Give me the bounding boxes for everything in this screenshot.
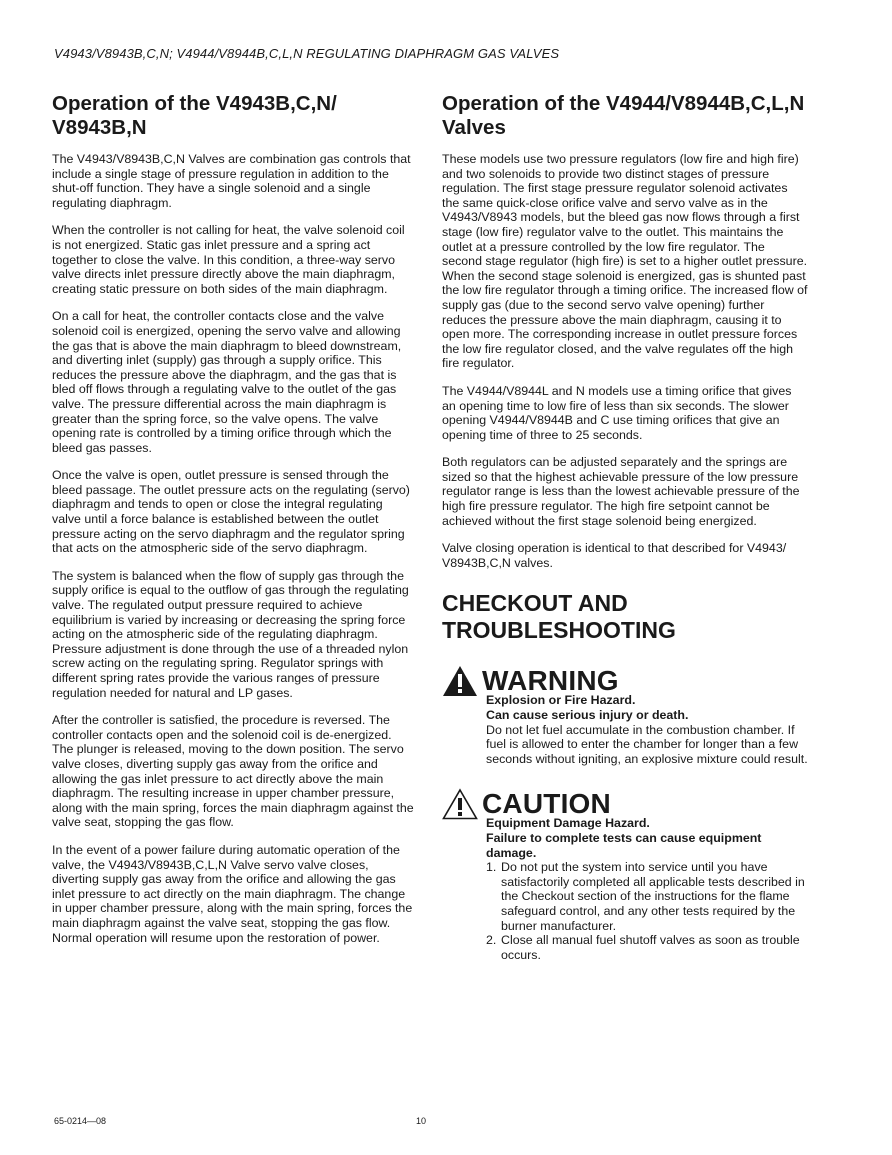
list-item (486, 933, 808, 962)
caution-consequence: Failure to complete tests can cause equipment damage. (486, 831, 762, 860)
list-item-text: Do not put the system into service until you have satisfactorily completed all applicable tests described in the Checkout section of the instructions for the flame safeguard control, and any other tests required by the burner manufacturer. (501, 860, 805, 933)
list-item-number: 2. (486, 933, 497, 948)
caution-triangle-icon (442, 788, 478, 820)
paragraph: Valve closing operation is identical to that described for V4943/ V8943B,C,N valves. (442, 541, 787, 570)
left-column (52, 92, 414, 958)
caution-label: CAUTION (482, 788, 611, 820)
checkout-heading: CHECKOUT AND TROUBLESHOOTING (442, 590, 676, 643)
caution-hazard: Equipment Damage Hazard. (486, 816, 650, 831)
warning-notice (442, 665, 808, 766)
right-column (442, 92, 808, 962)
paragraph: These models use two pressure regulators (low fire and high fire) and two solenoids to provide two distinct stages of pressure regulation. The first stage pressure regulator solenoid activates the same quick-close orifice valve and servo valve as in the V4943/V8943 models, but the bleed gas now flows through a first stage (low fire) regulator valve to the outlet. This maintains the outlet at a pressure controlled by the low fire regulator. The second stage regulator (high fire) is set to a higher outlet pressure. When the second stage solenoid is energized, gas is shunted past the low fire regulator through a timing orifice. The increased flow of supply gas (due to the second servo valve opening) further reduces the pressure above the main diaphragm, causing it to open more. The corresponding increase in outlet pressure forces the low fire regulator closed, and the valve regulates off the high fire regulator. (442, 152, 808, 371)
paragraph: The V4944/V8944L and N models use a timing orifice that gives an opening time to low fire of less than six seconds. The slower opening V4944/V8944B and C use timing orifices that give an opening time of three to 25 seconds. (442, 383, 792, 442)
caution-header (442, 788, 611, 820)
paragraph: Both regulators can be adjusted separately and the springs are sized so that the highest achievable pressure of the low pressure regulator range is less than the lowest achievable pressure of the high fire pressure regulator. The high fire setpoint cannot be achieved without the first stage solenoid being energized. (442, 455, 800, 528)
paragraph: In the event of a power failure during automatic operation of the valve, the V4943/V8943B,C,L,N Valve servo valve closes, diverting supply gas away from the orifice and allowing the gas inlet pressure to act directly on the main diaphragm. The change in upper chamber pressure, along with the main spring, forces the main diaphragm against the valve seat, stopping the gas flow. Normal operation will resume upon the restoration of power. (52, 842, 413, 945)
warning-text: Do not let fuel accumulate in the combustion chamber. If fuel is allowed to enter the chamber for longer than a few seconds without igniting, an explosive mixture could result. (486, 722, 808, 766)
warning-header (442, 665, 619, 697)
paragraph: On a call for heat, the controller contacts close and the valve solenoid coil is energized, opening the servo valve and allowing the gas that is above the main diaphragm to bleed downstream, and diverting inlet (supply) gas through a supply orifice. This reduces the pressure above the diaphragm, and the gas that is bled off flows through a regulating valve to the outlet of the gas valve. The pressure differential across the main diaphragm is greater than the spring force, so the valve opens. The valve opening rate is controlled by a timing orifice through which the bleed gas passes. (52, 309, 402, 455)
warning-label: WARNING (482, 665, 619, 697)
warning-hazard: Explosion or Fire Hazard. (486, 693, 636, 708)
list-item-number: 1. (486, 860, 497, 875)
paragraph: When the controller is not calling for heat, the valve solenoid coil is not energized. Static gas inlet pressure and a spring act together to close the valve. In this condition, a three-way servo valve directs inlet pressure directly above the main diaphragm, creating static pressure on both sides of the main diaphragm. (52, 223, 405, 296)
running-header: V4943/V8943B,C,N; V4944/V8944B,C,L,N REGULATING DIAPHRAGM GAS VALVES (54, 46, 560, 61)
document-number: 65-0214—08 (54, 1116, 107, 1126)
caution-steps (486, 860, 808, 962)
list-item-text: Close all manual fuel shutoff valves as soon as trouble occurs. (501, 933, 800, 962)
section-heading-v4943: Operation of the V4943B,C,N/ V8943B,N (52, 92, 337, 139)
paragraph: The V4943/V8943B,C,N Valves are combination gas controls that include a single stage of pressure regulation in addition to the shut-off function. They have a single solenoid and a single regulating diaphragm. (52, 152, 411, 210)
warning-triangle-icon (442, 665, 478, 697)
paragraph: The system is balanced when the flow of supply gas through the supply orifice is equal to the outflow of gas through the regulating valve. The regulated output pressure required to achieve equilibrium is varied by increasing or decreasing the spring force acting on the atmospheric side of the regulating diaphragm. Pressure adjustment is done through the use of a threaded nylon screw acting on the regulating spring. Regulator springs with different spring rates provide the various ranges of pressure regulation needed for natural and LP gases. (52, 568, 409, 700)
paragraph: Once the valve is open, outlet pressure is sensed through the bleed passage. The outlet pressure acts on the regulating (servo) diaphragm and tends to open or close the integral regulating valve until a force balance is established between the outlet pressure acting on the servo diaphragm and the regulator spring that acts on the atmospheric side of the servo diaphragm. (52, 468, 410, 556)
section-heading-v4944: Operation of the V4944/V8944B,C,L,N Valves (442, 92, 805, 139)
page-number: 10 (416, 1116, 427, 1126)
paragraph: After the controller is satisfied, the procedure is reversed. The controller contacts open and the solenoid coil is de-energized. The plunger is released, moving to the down position. The servo valve closes, diverting supply gas away from the orifice and allowing the gas inlet pressure to act directly above the main diaphragm. The resulting increase in upper chamber pressure, along with the main spring, forces the main diaphragm against the valve seat, stopping the gas flow. (52, 713, 414, 830)
list-item (486, 860, 808, 933)
caution-notice (442, 788, 808, 962)
warning-consequence: Can cause serious injury or death. (486, 708, 689, 723)
